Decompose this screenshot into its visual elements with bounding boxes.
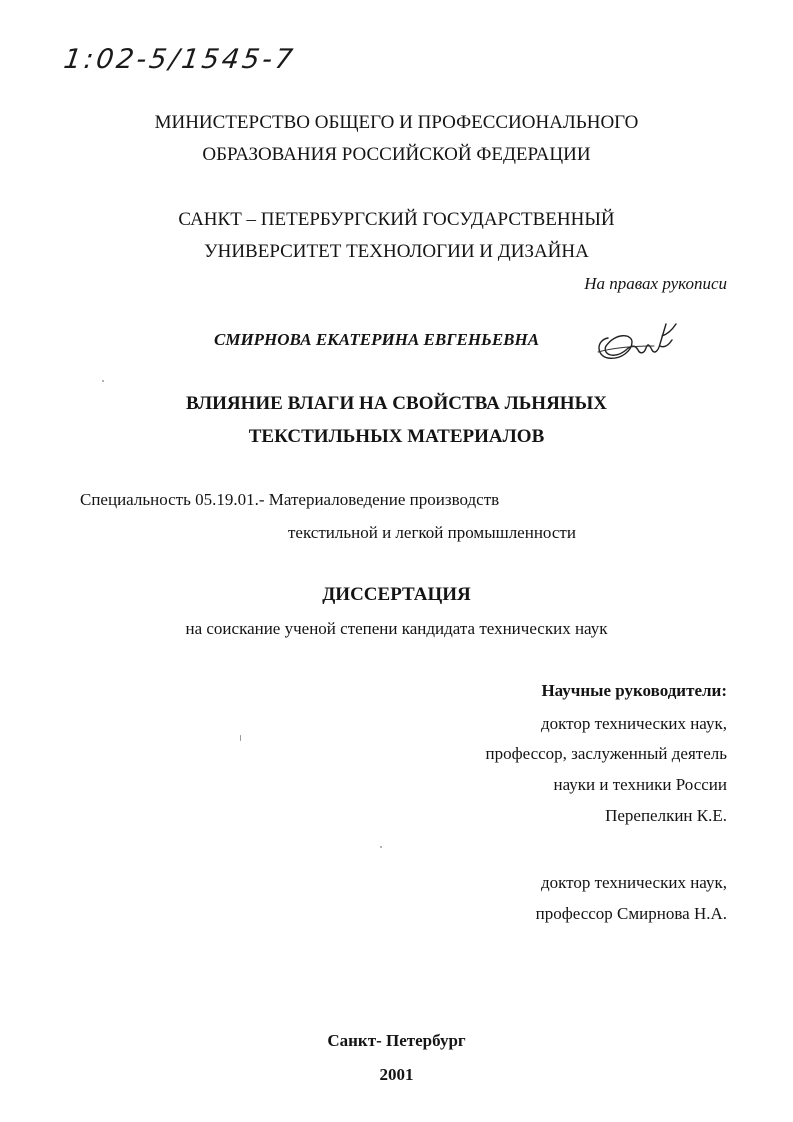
archive-number: 1:02-5/1545-7 [61,44,298,75]
author-name: СМИРНОВА ЕКАТЕРИНА ЕВГЕНЬЕВНА [214,330,540,349]
specialty-line-1: Специальность 05.19.01.- Материаловедение производств [80,490,500,509]
supervisor-1-line-3: науки и техники России [553,775,727,794]
supervisors-heading: Научные руководители: [541,681,727,700]
thesis-title-line-2: ТЕКСТИЛЬНЫХ МАТЕРИАЛОВ [248,426,545,447]
supervisor-1-line-1: доктор технических наук, [540,714,727,733]
document-type: ДИССЕРТАЦИЯ [322,584,471,605]
specialty-line-2: текстильной и легкой промышленности [288,523,576,542]
ministry-line-2: ОБРАЗОВАНИЯ РОССИЙСКОЙ ФЕДЕРАЦИИ [202,144,591,165]
scan-speck [380,846,382,848]
manuscript-note: На правах рукописи [584,274,727,293]
thesis-title-line-1: ВЛИЯНИЕ ВЛАГИ НА СВОЙСТВА ЛЬНЯНЫХ [186,393,607,414]
supervisor-1-line-2: профессор, заслуженный деятель [485,744,727,763]
supervisor-1-name: Перепелкин К.Е. [605,806,727,825]
year: 2001 [379,1065,414,1084]
scan-speck [102,380,104,382]
supervisor-2-line-1: доктор технических наук, [540,873,727,892]
city: Санкт- Петербург [327,1031,466,1050]
scan-speck [240,735,241,741]
ministry-line-1: МИНИСТЕРСТВО ОБЩЕГО И ПРОФЕССИОНАЛЬНОГО [154,112,639,133]
degree-line: на соискание ученой степени кандидата технических наук [185,619,608,638]
university-line-1: САНКТ – ПЕТЕРБУРГСКИЙ ГОСУДАРСТВЕННЫЙ [178,209,615,230]
author-signature-icon [592,316,684,366]
supervisor-2-line-2: профессор Смирнова Н.А. [535,904,727,923]
university-line-2: УНИВЕРСИТЕТ ТЕХНОЛОГИИ И ДИЗАЙНА [204,241,589,262]
